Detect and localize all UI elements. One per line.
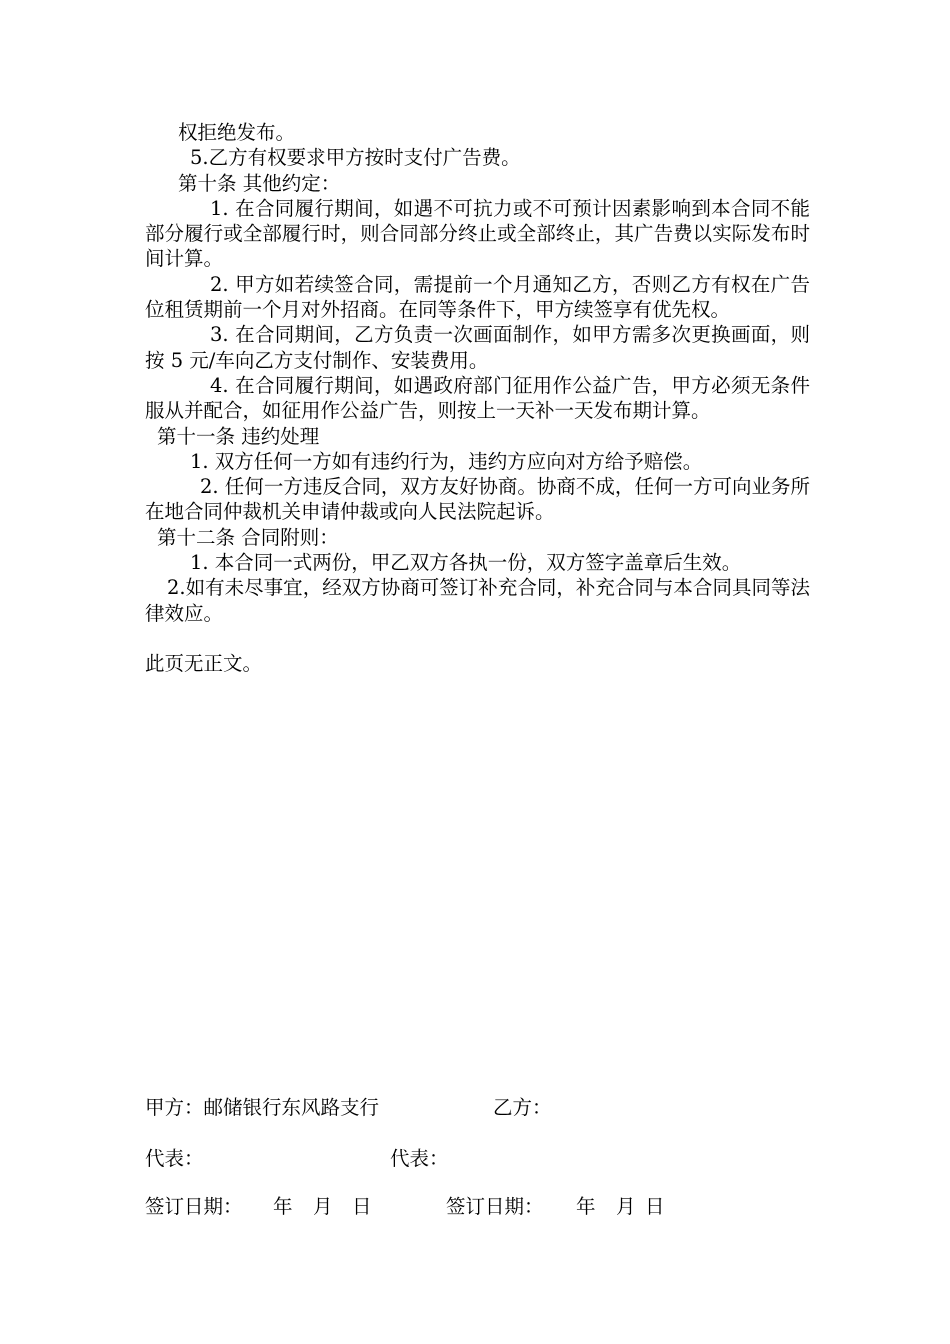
clause-text: 3. 在合同期间，乙方负责一次画面制作，如甲方需多次更换画面，则按 5 元/车向乙方支付制作、安装费用。 xyxy=(145,323,810,372)
representative-line xyxy=(145,1146,449,1171)
clause-text: 2.如有未尽事宜，经双方协商可签订补充合同，补充合同与本合同具同等法律效应。 xyxy=(145,576,810,625)
date-a-day: 日 xyxy=(352,1195,372,1218)
article-heading: 第十二条 合同附则： xyxy=(157,525,339,549)
sign-date-line xyxy=(145,1194,665,1219)
date-a-month: 月 xyxy=(313,1195,333,1218)
clause-text: 1. 本合同一式两份，甲乙双方各执一份，双方签字盖章后生效。 xyxy=(190,551,742,575)
blank-page-note: 此页无正文。 xyxy=(145,651,263,675)
rep-b-label: 代表： xyxy=(390,1147,449,1170)
date-a-year: 年 xyxy=(273,1195,293,1218)
date-b-label: 签订日期： xyxy=(446,1195,544,1218)
rep-a-label: 代表： xyxy=(145,1147,204,1170)
date-b-day: 日 xyxy=(645,1195,665,1218)
date-a-label: 签订日期： xyxy=(145,1195,243,1218)
article-heading: 第十条 其他约定： xyxy=(178,171,341,195)
party-a-label: 甲方： xyxy=(145,1096,204,1119)
date-b-month: 月 xyxy=(616,1195,636,1218)
date-b-year: 年 xyxy=(576,1195,596,1218)
article-heading: 第十一条 违约处理 xyxy=(157,424,320,448)
contract-body xyxy=(145,120,810,676)
party-a-name: 邮储银行东风路支行 xyxy=(203,1096,380,1119)
party-b-label: 乙方： xyxy=(493,1096,552,1119)
clause-text: 权拒绝发布。 xyxy=(178,121,296,144)
clause-text: 4. 在合同履行期间，如遇政府部门征用作公益广告，甲方必须无条件服从并配合，如征用作公益广告，则按上一天补一天发布期计算。 xyxy=(145,373,810,423)
party-line xyxy=(145,1095,552,1120)
clause-text: 2. 任何一方违反合同，双方友好协商。协商不成，任何一方可向业务所在地合同仲裁机关申请仲裁或向人民法院起诉。 xyxy=(145,475,810,524)
clause-text: 5.乙方有权要求甲方按时支付广告费。 xyxy=(190,146,521,170)
clause-text: 1. 在合同履行期间，如遇不可抗力或不可预计因素影响到本合同不能部分履行或全部履行时，则合同部分终止或全部终止，其广告费以实际发布时间计算。 xyxy=(145,196,810,271)
clause-text: 2. 甲方如若续签合同，需提前一个月通知乙方，否则乙方有权在广告位租赁期前一个月对外招商。在同等条件下，甲方续签享有优先权。 xyxy=(145,272,810,322)
clause-text: 1. 双方任何一方如有违约行为，违约方应向对方给予赔偿。 xyxy=(190,449,703,473)
